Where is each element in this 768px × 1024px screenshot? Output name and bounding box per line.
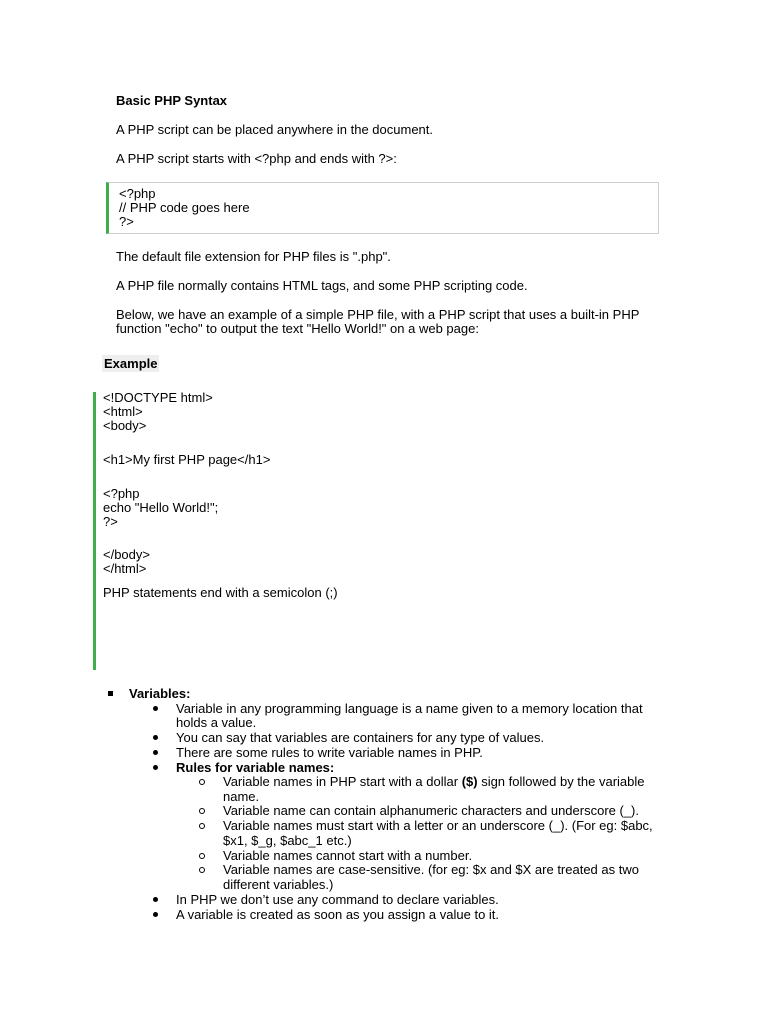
paragraph: function "echo" to output the text "Hello World!" on a web page:: [116, 321, 479, 336]
code-line: echo "Hello World!";: [103, 500, 219, 515]
paragraph: PHP statements end with a semicolon (;): [103, 585, 338, 600]
bullet-icon: [153, 765, 158, 770]
circle-bullet-icon: [199, 853, 205, 859]
circle-bullet-icon: [199, 867, 205, 873]
code-line: // PHP code goes here: [119, 200, 250, 215]
sub-list-item: [223, 775, 645, 789]
paragraph: A PHP script starts with <?php and ends with ?>:: [116, 151, 397, 166]
code-line: <body>: [103, 418, 147, 433]
square-bullet-icon: [108, 691, 113, 696]
code-line: <html>: [103, 404, 143, 419]
paragraph: A PHP file normally contains HTML tags, and some PHP scripting code.: [116, 278, 528, 293]
circle-bullet-icon: [199, 779, 205, 785]
circle-bullet-icon: [199, 823, 205, 829]
sub-list-item: Variable names must start with a letter or an underscore (_). (For eg: $abc,: [223, 818, 653, 833]
code-block: [106, 182, 659, 234]
code-line: <?php: [103, 486, 140, 501]
code-line: <!DOCTYPE html>: [103, 390, 213, 405]
code-line: </body>: [103, 547, 150, 562]
sub-list-item: Variable names are case-sensitive. (for eg: $x and $X are treated as two: [223, 862, 639, 877]
rule-text-bold: ($): [461, 774, 478, 789]
sub-list-item: Variable name can contain alphanumeric characters and underscore (_).: [223, 803, 639, 818]
list-item-heading: Rules for variable names:: [176, 760, 335, 775]
paragraph: Below, we have an example of a simple PHP file, with a PHP script that uses a built-in PHP: [116, 307, 640, 322]
code-line: ?>: [103, 514, 118, 529]
bullet-icon: [153, 897, 158, 902]
code-line: <?php: [119, 186, 156, 201]
example-heading: Example: [104, 356, 158, 371]
bullet-icon: [153, 912, 158, 917]
rule-text: sign followed by the variable: [477, 774, 645, 789]
paragraph: The default file extension for PHP files is ".php".: [116, 249, 391, 264]
sub-list-item: different variables.): [223, 877, 334, 892]
list-item: A variable is created as soon as you assign a value to it.: [176, 907, 500, 922]
list-item: holds a value.: [176, 715, 257, 730]
sub-list-item: Variable names cannot start with a number.: [223, 848, 473, 863]
section-title: Basic PHP Syntax: [116, 93, 228, 108]
list-item: In PHP we don’t use any command to declare variables.: [176, 892, 499, 907]
sub-list-item: $x1, $_g, $abc_1 etc.): [223, 833, 352, 848]
bullet-icon: [153, 750, 158, 755]
circle-bullet-icon: [199, 808, 205, 814]
rule-text: Variable names in PHP start with a dollar: [223, 774, 462, 789]
bullet-icon: [153, 735, 158, 740]
sub-list-item: name.: [223, 789, 260, 804]
code-line: </html>: [103, 561, 147, 576]
list-item: Variable in any programming language is a name given to a memory location that: [176, 701, 643, 716]
bullet-icon: [153, 706, 158, 711]
list-item: There are some rules to write variable names in PHP.: [176, 745, 483, 760]
code-line: ?>: [119, 214, 134, 229]
list-item: You can say that variables are containers for any type of values.: [176, 730, 545, 745]
code-accent-bar: [93, 392, 96, 670]
list-heading: Variables:: [129, 686, 191, 701]
code-line: <h1>My first PHP page</h1>: [103, 452, 271, 467]
paragraph: A PHP script can be placed anywhere in the document.: [116, 122, 434, 137]
